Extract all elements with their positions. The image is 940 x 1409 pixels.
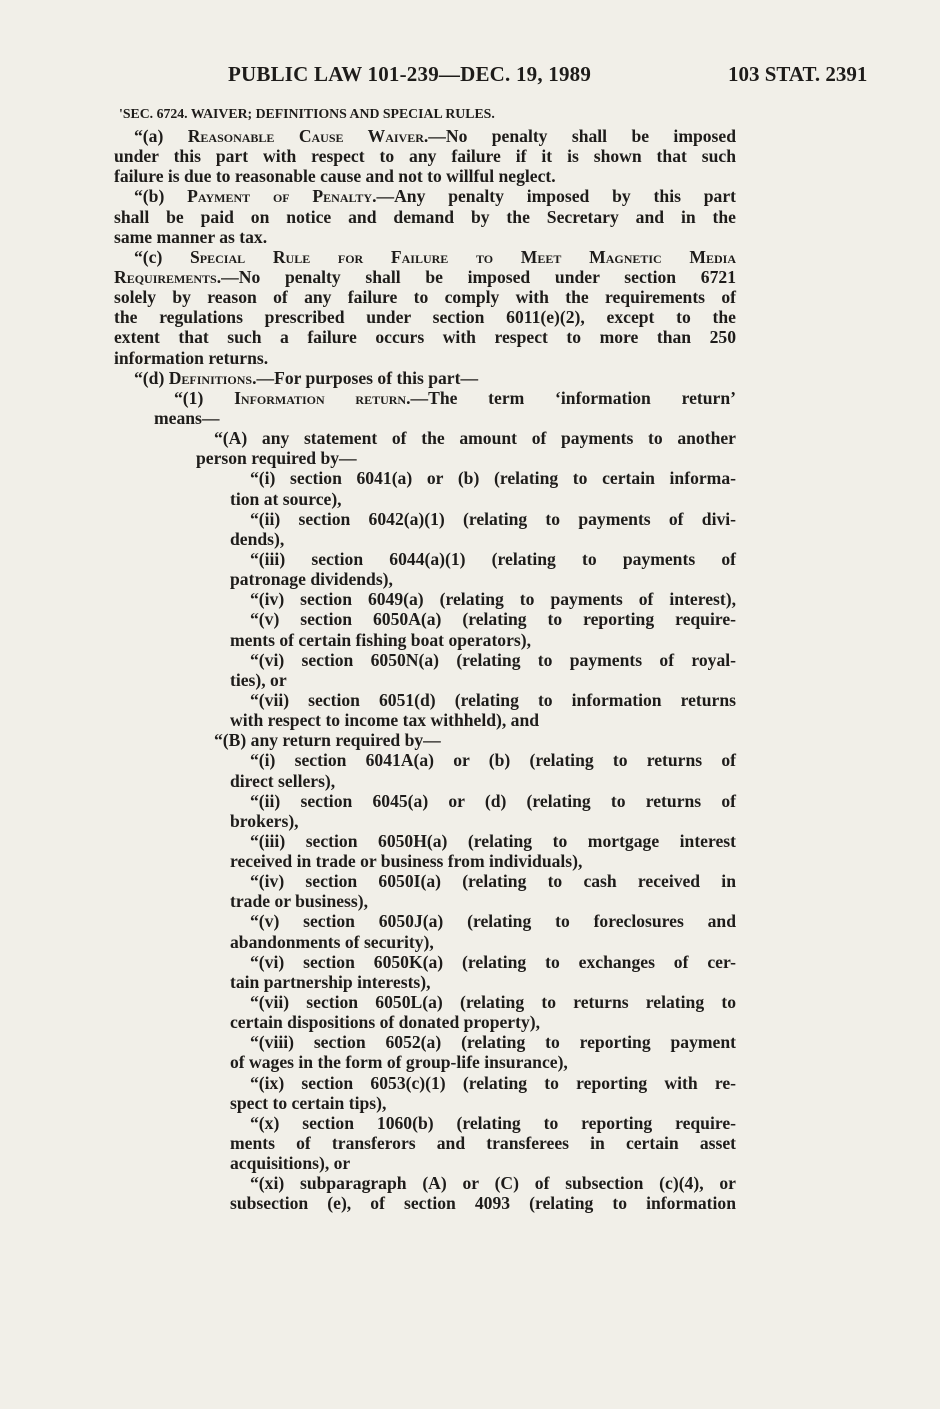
para-A-item-ii-line-2: dends), <box>230 528 285 549</box>
para-B-item-xi-line-2: subsection (e), of section 4093 (relating to information <box>230 1193 736 1214</box>
subsection-c-line-4: the regulations prescribed under section 6011(e)(2), except to the <box>114 307 736 328</box>
para-A-line-2: person required by— <box>196 448 357 469</box>
subsection-d-line-1: “(d) Definitions.—For purposes of this part— <box>134 367 479 388</box>
subsection-c-caption: Special Rule for Failure to Meet Magnetic Media <box>190 246 736 267</box>
subsection-c-line-6: information returns. <box>114 347 269 368</box>
para-A-item-v-line-1: “(v) section 6050A(a) (relating to reporting require- <box>250 609 736 630</box>
subsection-c-line-5: extent that such a failure occurs with respect to more than 250 <box>114 327 736 348</box>
subsection-a-line-2: under this part with respect to any failure if it is shown that such <box>114 146 736 167</box>
para-B-item-ix-line-1: “(ix) section 6053(c)(1) (relating to reporting with re- <box>250 1072 736 1093</box>
para-B-item-viii-line-1: “(viii) section 6052(a) (relating to reporting payment <box>250 1032 736 1053</box>
para-B-item-ii-line-1: “(ii) section 6045(a) or (d) (relating to returns of <box>250 790 736 811</box>
para-A-line-1: “(A) any statement of the amount of payments to another <box>214 428 736 449</box>
para-A-item-vi-line-2: ties), or <box>230 669 287 690</box>
subsection-c-line-2: Requirements.—No penalty shall be imposed under section 6721 <box>114 266 736 287</box>
para-B-item-viii-line-2: of wages in the form of group-life insurance), <box>230 1052 568 1073</box>
statute-text <box>114 104 736 1214</box>
para-B-item-ix-line-2: spect to certain tips), <box>230 1092 387 1113</box>
para-B-item-iii-line-1: “(iii) section 6050H(a) (relating to mortgage interest <box>250 830 736 851</box>
subsection-b-caption: Payment of Penalty <box>187 186 373 207</box>
subsection-a-line-3: failure is due to reasonable cause and not to willful neglect. <box>114 166 556 187</box>
subsection-c-line-1: “(c) Special Rule for Failure to Meet Magnetic Media <box>134 246 736 267</box>
paragraph-1-line-2: means— <box>154 407 220 428</box>
para-B-item-iii-line-2: received in trade or business from individuals), <box>230 851 583 872</box>
subsection-b-line-1: “(b) Payment of Penalty.—Any penalty imposed by this part <box>134 186 737 207</box>
para-B-item-vi-line-2: tain partnership interests), <box>230 971 431 992</box>
section-heading: 'SEC. 6724. WAIVER; DEFINITIONS AND SPECIAL RULES. <box>119 106 495 121</box>
para-B-item-i-line-1: “(i) section 6041A(a) or (b) (relating to returns of <box>250 750 736 771</box>
page-header <box>0 62 940 92</box>
para-B-item-iv-line-2: trade or business), <box>230 891 368 912</box>
para-B-item-iv-line-1: “(iv) section 6050I(a) (relating to cash received in <box>250 871 736 892</box>
para-A-item-iii-line-2: patronage dividends), <box>230 569 393 590</box>
para-B-item-vii-line-1: “(vii) section 6050L(a) (relating to returns relating to <box>250 992 736 1013</box>
subsection-b-line-3: same manner as tax. <box>114 226 268 247</box>
subsection-d-caption: Definitions <box>168 367 253 388</box>
para-B-item-x-line-2: ments of transferors and transferees in certain asset <box>230 1133 736 1154</box>
para-B-item-xi-line-1: “(xi) subparagraph (A) or (C) of subsection (c)(4), or <box>250 1173 736 1194</box>
para-A-item-vi-line-1: “(vi) section 6050N(a) (relating to payments of royal- <box>250 649 736 670</box>
para-B-item-i-line-2: direct sellers), <box>230 770 336 791</box>
para-A-item-v-line-2: ments of certain fishing boat operators), <box>230 629 532 650</box>
para-A-item-i-line-1: “(i) section 6041(a) or (b) (relating to certain informa- <box>250 468 736 489</box>
para-B-item-vi-line-1: “(vi) section 6050K(a) (relating to exchanges of cer- <box>250 951 736 972</box>
para-B-item-vii-line-2: certain dispositions of donated property), <box>230 1012 541 1033</box>
para-A-item-ii-line-1: “(ii) section 6042(a)(1) (relating to payments of divi- <box>250 508 736 529</box>
para-A-item-vii-line-1: “(vii) section 6051(d) (relating to information returns <box>250 689 736 710</box>
para-B-item-x-line-3: acquisitions), or <box>230 1153 351 1174</box>
para-B-item-x-line-1: “(x) section 1060(b) (relating to reporting require- <box>250 1112 736 1133</box>
header-title: PUBLIC LAW 101-239—DEC. 19, 1989 <box>228 62 592 86</box>
subsection-b-line-2: shall be paid on notice and demand by the Secretary and in the <box>114 206 736 227</box>
para-B-item-ii-line-2: brokers), <box>230 810 299 831</box>
para-B-line-1: “(B) any return required by— <box>214 730 441 751</box>
subsection-a-caption: Reasonable Cause Waiver <box>187 126 424 146</box>
para-A-item-iii-line-1: “(iii) section 6044(a)(1) (relating to payments of <box>250 548 736 569</box>
header-stat-page: 103 STAT. 2391 <box>728 62 868 86</box>
paragraph-1-caption: Information return <box>234 387 407 408</box>
para-A-item-iv-line-1: “(iv) section 6049(a) (relating to payments of interest), <box>250 589 736 610</box>
para-B-item-v-line-2: abandonments of security), <box>230 931 434 952</box>
para-A-item-vii-line-2: with respect to income tax withheld), and <box>230 710 540 731</box>
paragraph-1-line-1: “(1) Information return.—The term ‘information return’ <box>174 387 736 408</box>
para-A-item-i-line-2: tion at source), <box>230 488 342 509</box>
para-B-item-v-line-1: “(v) section 6050J(a) (relating to foreclosures and <box>250 911 736 932</box>
subsection-c-line-3: solely by reason of any failure to comply with the requirements of <box>114 287 736 308</box>
subsection-a-line-1: “(a) Reasonable Cause Waiver.—No penalty shall be imposed <box>134 126 737 146</box>
